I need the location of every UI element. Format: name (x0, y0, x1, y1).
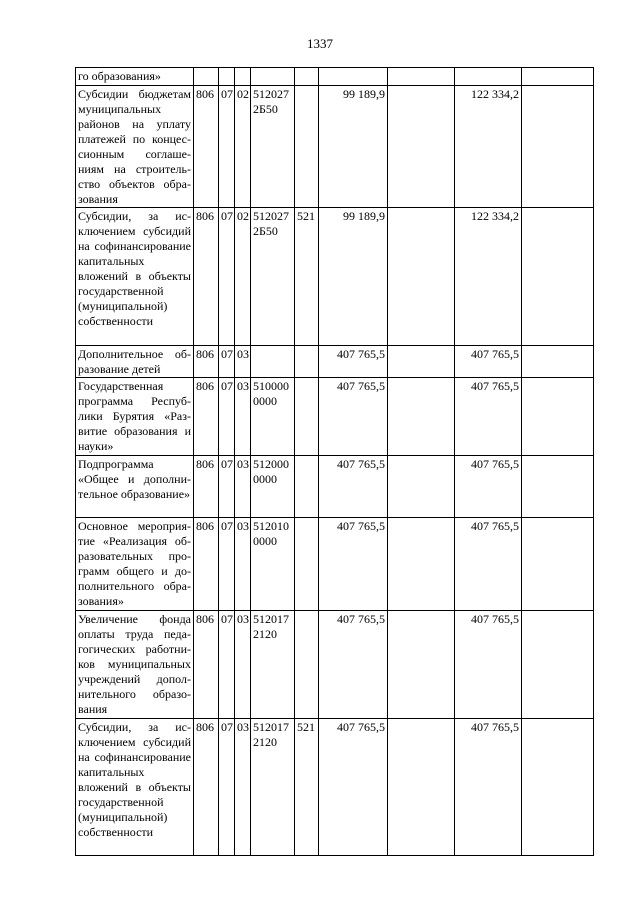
department-code: 806 (194, 208, 219, 346)
amount-second: 407 765,5 (455, 346, 522, 378)
department-code: 806 (194, 378, 219, 456)
expense-type-code (295, 518, 319, 611)
table-row (76, 208, 594, 346)
target-article-code: 512010 0000 (251, 518, 295, 611)
empty-cell (388, 611, 455, 719)
amount-second: 407 765,5 (455, 719, 522, 856)
department-code: 806 (194, 611, 219, 719)
amount-second: 407 765,5 (455, 611, 522, 719)
budget-item-name: Подпрограмма «Общее и дополнительное образование» (76, 456, 194, 518)
section-code: 07 (219, 518, 235, 611)
empty-cell (522, 611, 594, 719)
section-code: 07 (219, 346, 235, 378)
subsection-code: 03 (235, 456, 251, 518)
empty-cell (522, 208, 594, 346)
expense-type-code: 521 (295, 719, 319, 856)
subsection-code: 03 (235, 518, 251, 611)
budget-item-name: Субсидии, за исключением субсидий на софинансирование капитальных вложений в объекты государственной (муниципальной) собственности (76, 719, 194, 856)
amount-second: 407 765,5 (455, 518, 522, 611)
target-article-code: 512027 2Б50 (251, 86, 295, 208)
budget-item-name: Дополнительное образование детей (76, 346, 194, 378)
table-row (76, 456, 594, 518)
expense-type-code (295, 611, 319, 719)
expense-type-code: 521 (295, 208, 319, 346)
empty-cell (388, 378, 455, 456)
subsection-code (235, 68, 251, 86)
subsection-code: 03 (235, 378, 251, 456)
empty-cell (388, 68, 455, 86)
expense-type-code (295, 456, 319, 518)
budget-item-name: го образования» (76, 68, 194, 86)
empty-cell (522, 456, 594, 518)
table-row (76, 518, 594, 611)
subsection-code: 03 (235, 611, 251, 719)
department-code: 806 (194, 719, 219, 856)
budget-item-name: Основное мероприятие «Реализация образовательных программ общего и дополнительного образования» (76, 518, 194, 611)
subsection-code: 03 (235, 719, 251, 856)
empty-cell (388, 456, 455, 518)
budget-item-name: Увеличение фонда оплаты труда педагогических работников муниципальных учреждений дополнительного образования (76, 611, 194, 719)
amount-first: 99 189,9 (319, 208, 388, 346)
amount-first: 407 765,5 (319, 611, 388, 719)
table-row (76, 611, 594, 719)
empty-cell (522, 86, 594, 208)
amount-second (455, 68, 522, 86)
amount-first: 407 765,5 (319, 518, 388, 611)
table-row (76, 68, 594, 86)
section-code: 07 (219, 456, 235, 518)
amount-second: 407 765,5 (455, 456, 522, 518)
table-row (76, 86, 594, 208)
expense-type-code (295, 68, 319, 86)
empty-cell (522, 68, 594, 86)
department-code: 806 (194, 86, 219, 208)
amount-first: 407 765,5 (319, 346, 388, 378)
empty-cell (522, 378, 594, 456)
amount-first: 407 765,5 (319, 378, 388, 456)
amount-first: 407 765,5 (319, 456, 388, 518)
section-code: 07 (219, 86, 235, 208)
subsection-code: 03 (235, 346, 251, 378)
department-code: 806 (194, 456, 219, 518)
expense-type-code (295, 86, 319, 208)
target-article-code: 510000 0000 (251, 378, 295, 456)
table-row (76, 346, 594, 378)
department-code: 806 (194, 346, 219, 378)
amount-first: 99 189,9 (319, 86, 388, 208)
empty-cell (522, 518, 594, 611)
empty-cell (388, 346, 455, 378)
target-article-code (251, 346, 295, 378)
amount-first (319, 68, 388, 86)
expense-type-code (295, 346, 319, 378)
empty-cell (388, 518, 455, 611)
amount-second: 122 334,2 (455, 208, 522, 346)
section-code (219, 68, 235, 86)
section-code: 07 (219, 611, 235, 719)
department-code: 806 (194, 518, 219, 611)
empty-cell (388, 719, 455, 856)
empty-cell (522, 346, 594, 378)
table-row (76, 719, 594, 856)
empty-cell (522, 719, 594, 856)
empty-cell (388, 208, 455, 346)
budget-item-name: Субсидии бюджетам муниципальных районов на уплату платежей по концессионным соглашениям на строительство объектов образования (76, 86, 194, 208)
section-code: 07 (219, 719, 235, 856)
amount-first: 407 765,5 (319, 719, 388, 856)
department-code (194, 68, 219, 86)
subsection-code: 02 (235, 86, 251, 208)
section-code: 07 (219, 378, 235, 456)
empty-cell (388, 86, 455, 208)
amount-second: 122 334,2 (455, 86, 522, 208)
target-article-code: 512027 2Б50 (251, 208, 295, 346)
target-article-code: 512017 2120 (251, 719, 295, 856)
target-article-code: 512000 0000 (251, 456, 295, 518)
section-code: 07 (219, 208, 235, 346)
budget-table (75, 67, 594, 856)
page-number: 1337 (307, 36, 333, 51)
amount-second: 407 765,5 (455, 378, 522, 456)
table-row (76, 378, 594, 456)
target-article-code (251, 68, 295, 86)
budget-item-name: Государственная программа Республики Бурятия «Развитие образования и науки» (76, 378, 194, 456)
target-article-code: 512017 2120 (251, 611, 295, 719)
subsection-code: 02 (235, 208, 251, 346)
expense-type-code (295, 378, 319, 456)
budget-item-name: Субсидии, за исключением субсидий на софинансирование капитальных вложений в объекты государственной (муниципальной) собственности (76, 208, 194, 346)
